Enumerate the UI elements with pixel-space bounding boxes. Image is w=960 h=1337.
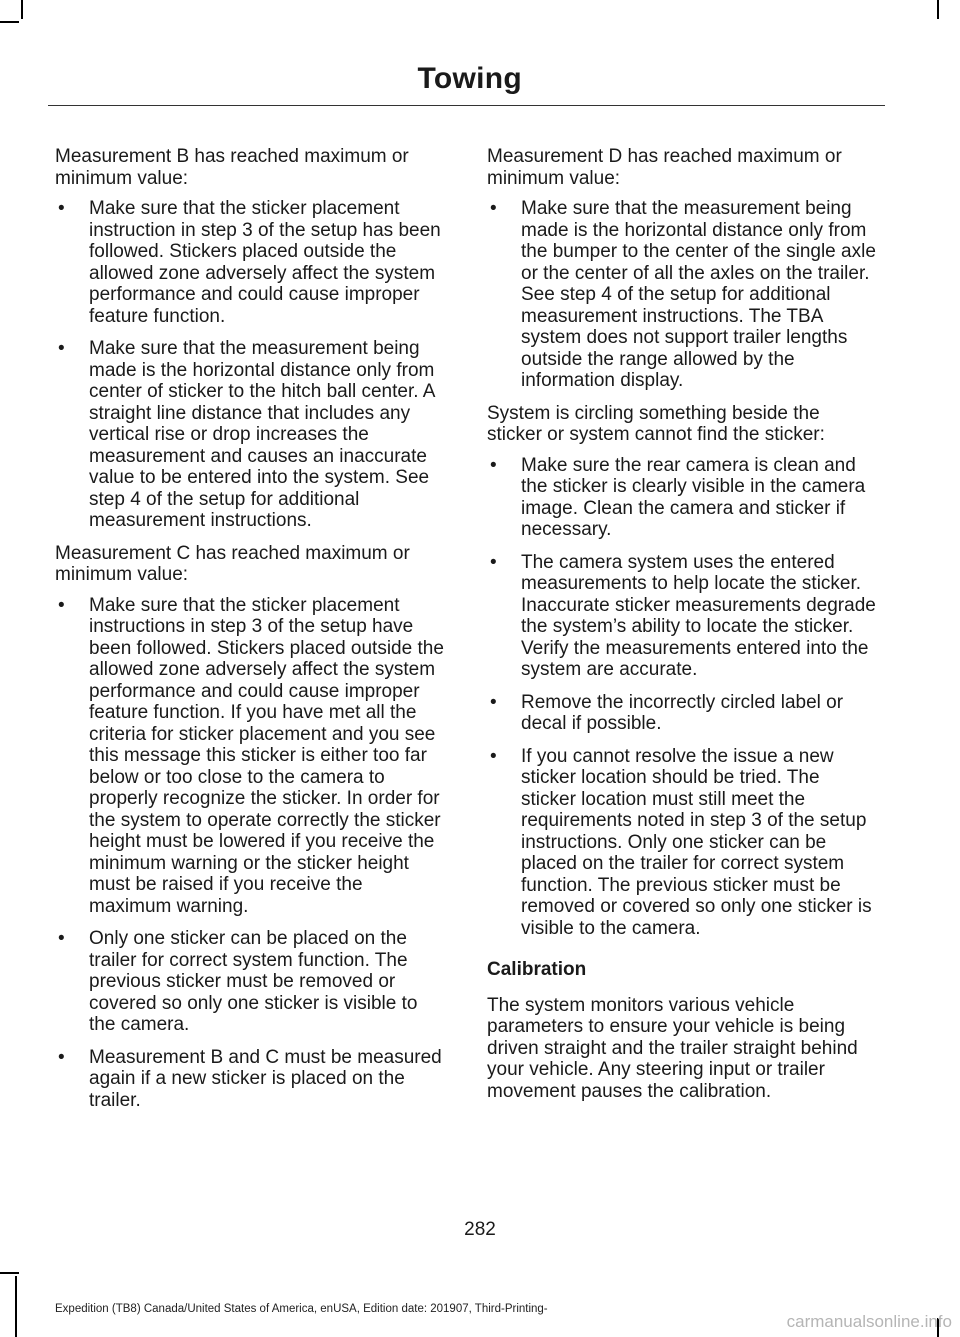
calibration-heading: Calibration [487,959,587,980]
list-item-text: Remove the incorrectly circled label or decal if possible. [521,691,844,734]
list-item-text: If you cannot resolve the issue a new sticker location should be tried. The sticker location must still meet the requirements noted in step 3 of the setup instructions. Only one sticker can be placed on the trailer for correct system function. The previous sticker must be removed or covered so only one sticker is visible to the camera. [521,745,872,939]
crop-mark-bottom-left-vertical [15,1276,17,1337]
list-item-text: Measurement B and C must be measured again if a new sticker is placed on the trailer. [89,1046,442,1111]
list-item [487,746,879,940]
left-column [55,146,447,1122]
list-item-text: Make sure that the measurement being made is the horizontal distance only from center of sticker to the hitch ball center. A straight line distance that includes any vertical rise or drop increases the measurement and causes an inaccurate value to be entered into the system. See step 4 of the setup for additional measurement instructions. [89,338,435,531]
list-item [55,1047,447,1112]
bullet: • [58,1046,65,1068]
bullet: • [490,691,497,713]
list-item-text: Make sure that the sticker placement instructions in step 3 of the setup have been followed. Stickers placed outside the allowed zone adversely affect the system performance and could cause improper feature function. If you have met all the criteria for sticker placement and you see this message this sticker is either too far below or too close to the camera to properly recognize the sticker. In order for the system to operate correctly the sticker height must be lowered if you receive the minimum warning or the sticker height must be raised if you receive the maximum warning. [89,594,444,917]
list-item [487,198,879,392]
bullet: • [490,198,497,219]
edition-footer: Expedition (TB8) Canada/United States of America, enUSA, Edition date: 201907, Third-Printing- [55,1303,548,1315]
bullet: • [58,594,65,616]
measurement-d-list [487,198,879,392]
list-item-text: The camera system uses the entered measurements to help locate the sticker. Inaccurate sticker measurements degrade the system’s ability to locate the sticker. Verify the measurements entered into the system are accurate. [521,551,876,680]
list-item [55,928,447,1036]
watermark: carmanualsonline.info [786,1312,952,1331]
measurement-d-intro: Measurement D has reached maximum or minimum value: [487,146,842,189]
list-item [55,595,447,918]
bullet: • [58,338,65,359]
measurement-c-intro: Measurement C has reached maximum or minimum value: [55,542,410,585]
bullet: • [490,454,497,476]
list-item-text: Make sure that the measurement being made is the horizontal distance only from the bumper to the center of the single axle or the center of all the axles on the trailer. See step 4 of the setup for additional measurement instructions. The TBA system does not support trailer lengths outside the range allowed by the information display. [521,198,876,391]
crop-mark-top-right [937,0,939,19]
list-item [487,552,879,681]
section-title: Towing [417,62,522,95]
sticker-circling-intro: System is circling something beside the sticker or system cannot find the sticker: [487,402,825,445]
measurement-c-list [55,595,447,1112]
bullet: • [58,928,65,949]
measurement-b-intro: Measurement B has reached maximum or minimum value: [55,146,409,189]
calibration-paragraph: The system monitors various vehicle parameters to ensure your vehicle is being driven straight and the trailer straight behind your vehicle. Any steering input or trailer movement pauses the calibration. [487,994,858,1102]
bullet: • [490,551,497,573]
list-item [487,455,879,541]
list-item-text: Only one sticker can be placed on the trailer for correct system function. The previous sticker must be removed or covered so only one sticker is visible to the camera. [89,928,418,1035]
measurement-b-list [55,198,447,532]
sticker-circling-list [487,455,879,940]
header-divider [48,105,885,106]
crop-mark-bottom-left [0,1272,19,1274]
page-number: 282 [464,1219,496,1240]
crop-mark-top-left-vertical [21,0,23,19]
list-item [487,692,879,735]
list-item-text: Make sure the rear camera is clean and the sticker is clearly visible in the camera image. Clean the camera and sticker if necessary. [521,454,866,540]
right-column [487,146,879,1111]
list-item [55,338,447,532]
bullet: • [490,745,497,767]
list-item-text: Make sure that the sticker placement instruction in step 3 of the setup has been followed. Stickers placed outside the allowed zone adversely affect the system performance and could cause improper feature function. [89,198,441,327]
list-item [55,198,447,327]
bullet: • [58,198,65,219]
crop-mark-top-left [0,21,19,23]
